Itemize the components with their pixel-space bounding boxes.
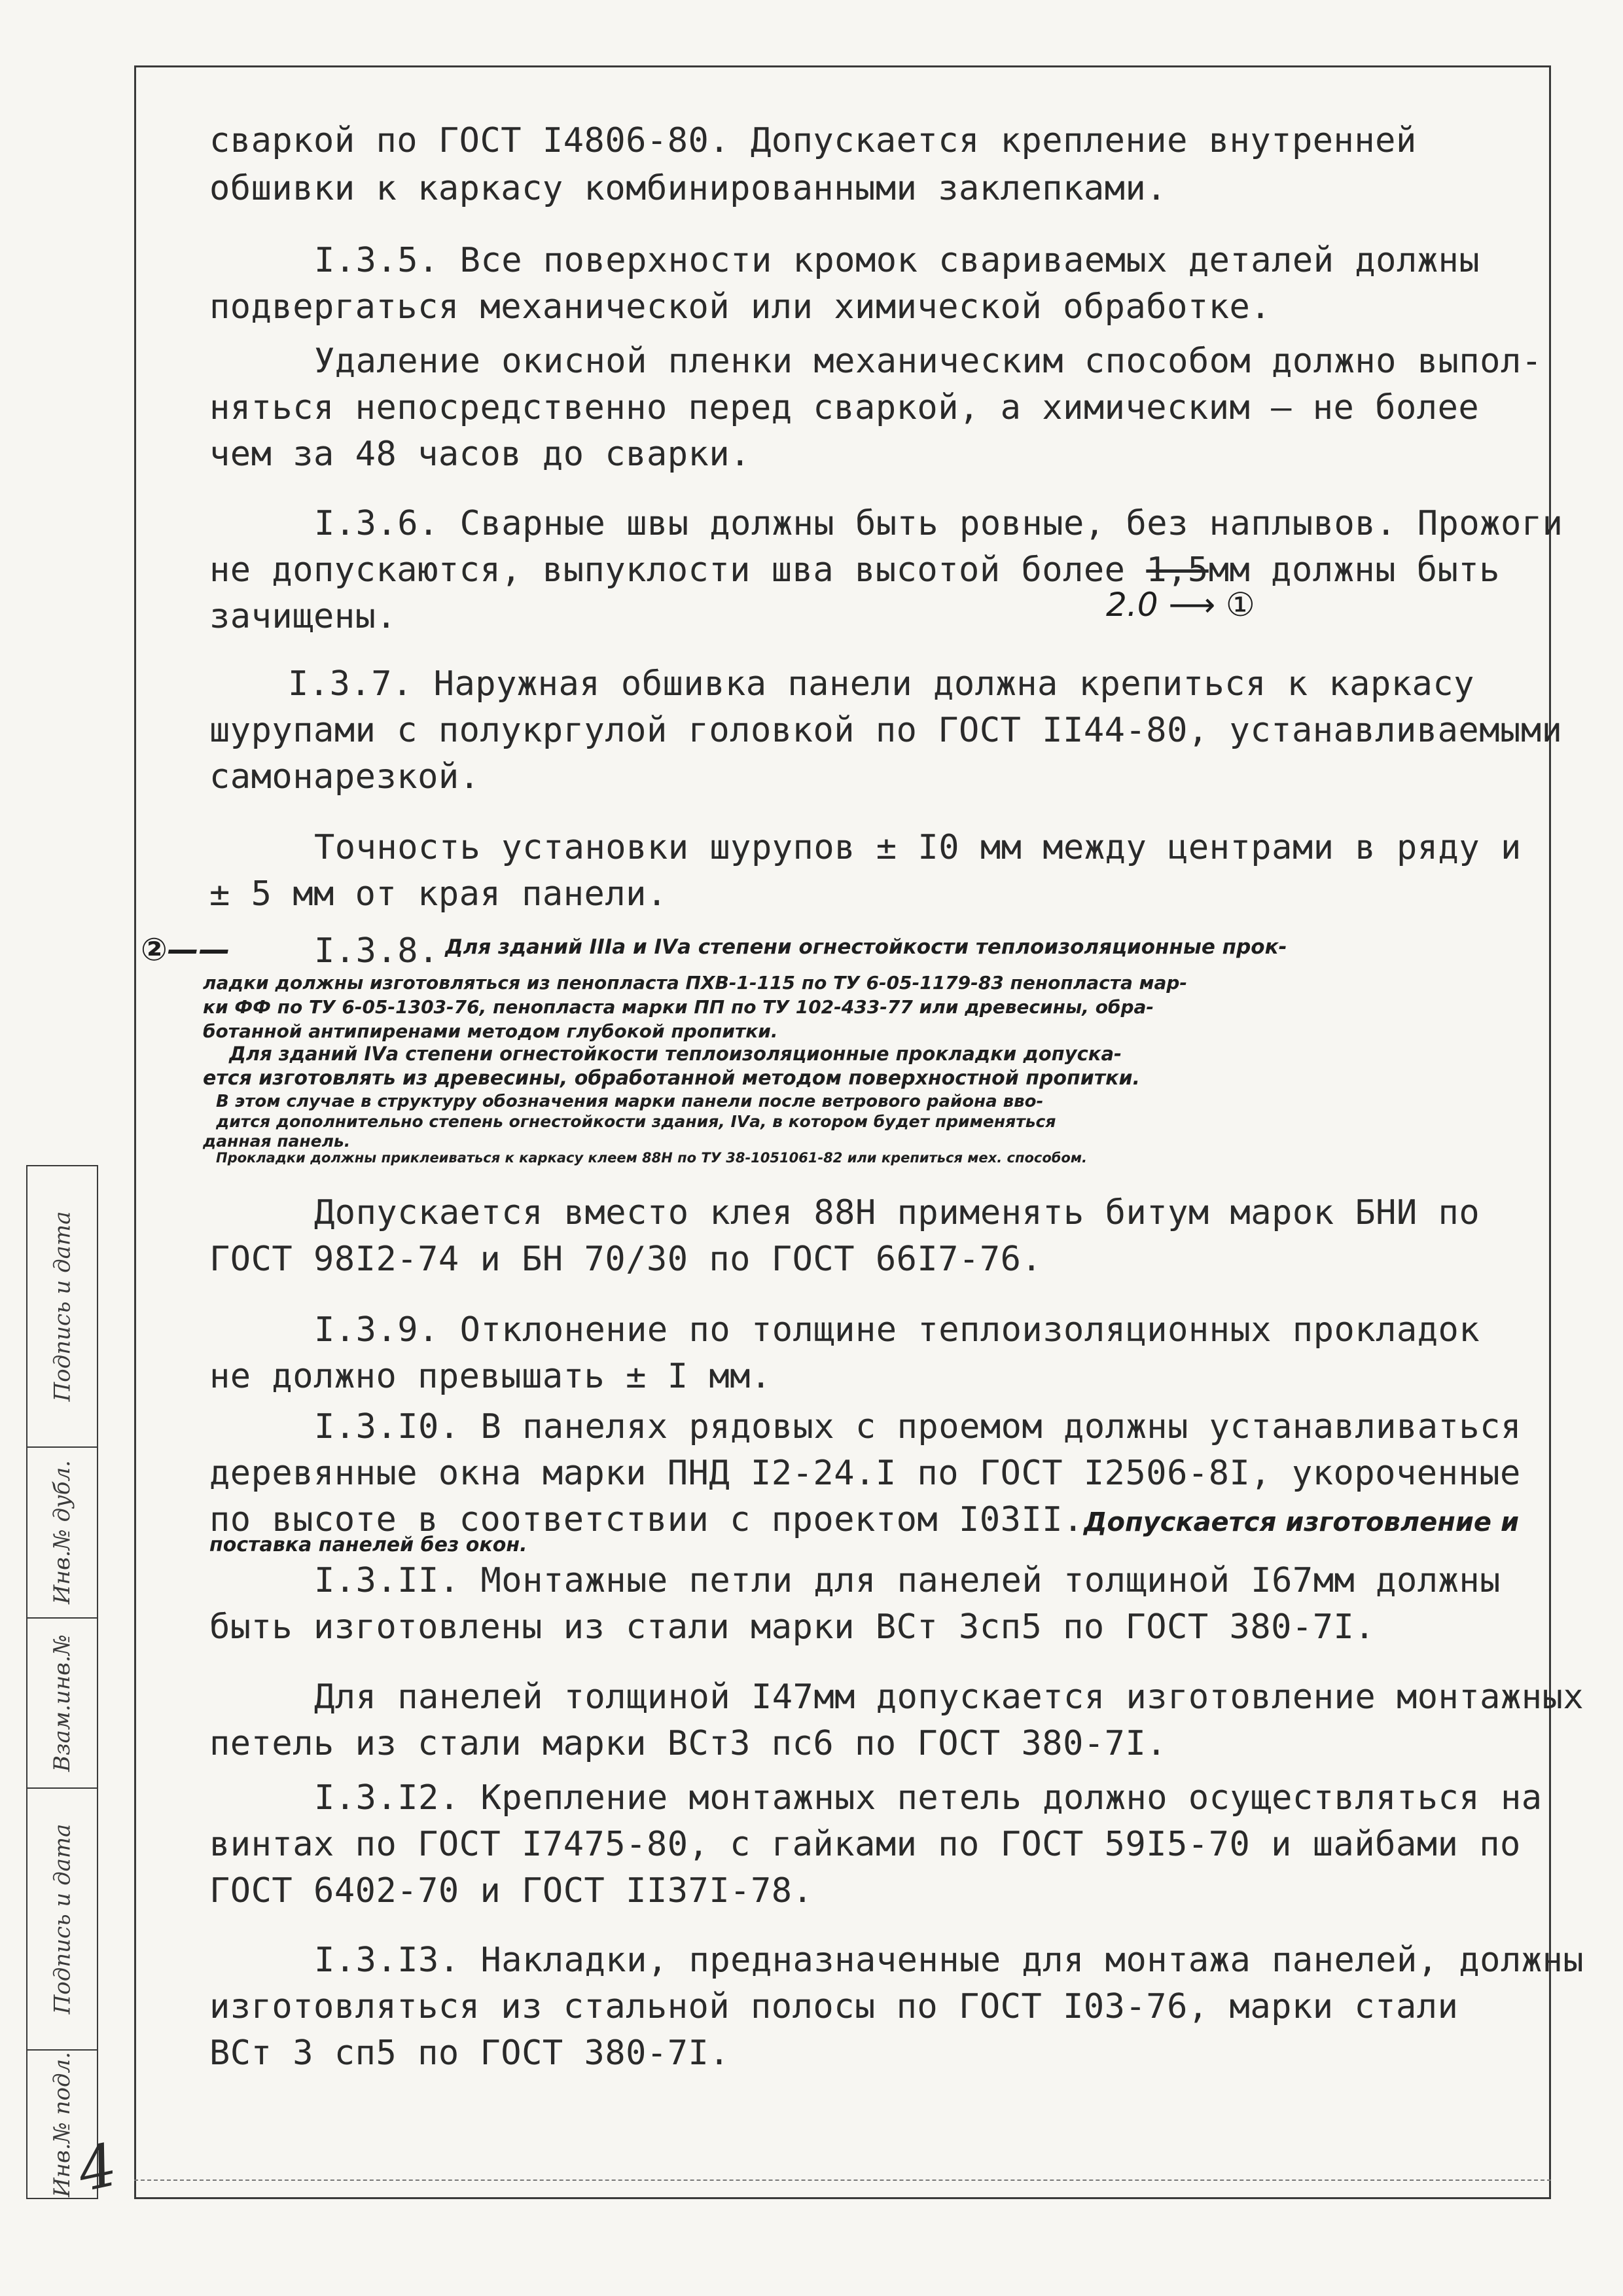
handwritten-line: ки ФФ по ТУ 6-05-1303-76, пенопласта марки ПП по ТУ 102-433-77 или древесины, обра- bbox=[203, 996, 1154, 1018]
clause-1-3-9: I.3.9. Отклонение по толщине теплоизоляционных прокладок bbox=[314, 1310, 1480, 1350]
stamp-cell-duplicate-inventory: Инв.№ дубл. bbox=[27, 1448, 97, 1619]
text-line: петель из стали марки ВСт3 пс6 по ГОСТ 380-7I. bbox=[209, 1724, 1168, 1763]
clause-1-3-13: I.3.I3. Накладки, предназначенные для монтажа панелей, должны bbox=[314, 1941, 1584, 1980]
text-line: обшивки к каркасу комбинированными заклепками. bbox=[209, 169, 1168, 208]
side-stamp bbox=[26, 1165, 98, 2199]
handwritten-line: ладки должны изготовляться из пенопласта ПХВ-1-115 по ТУ 6-05-1179-83 пенопласта мар- bbox=[203, 972, 1188, 994]
text-line: Допускается вместо клея 88Н применять битум марок БНИ по bbox=[314, 1193, 1480, 1232]
text-line: по высоте в соответствии с проектом I03II.Допускается изготовление и bbox=[209, 1500, 1519, 1539]
clause-1-3-12: I.3.I2. Крепление монтажных петель должно осуществляться на bbox=[314, 1778, 1543, 1818]
stamp-cell-signature-date: Подпись и дата bbox=[27, 1166, 97, 1448]
text-line: чем за 48 часов до сварки. bbox=[209, 435, 751, 474]
handwritten-line: Для зданий IIIа и IVа степени огнестойкости теплоизоляционные прок- bbox=[445, 935, 1287, 959]
text-line: не допускаются, выпуклости шва высотой более 1,5мм должны быть bbox=[209, 550, 1501, 590]
text-line: самонарезкой. bbox=[209, 757, 480, 797]
text-line: ВСт 3 сп5 по ГОСТ 380-7I. bbox=[209, 2034, 730, 2073]
text-line: зачищены. bbox=[209, 597, 397, 636]
text-line: не должно превышать ± I мм. bbox=[209, 1357, 772, 1396]
handwritten-line: Для зданий IVа степени огнестойкости теплоизоляционные прокладки допуска- bbox=[229, 1043, 1122, 1065]
handwritten-correction: 2.0 ⟶ ① bbox=[1106, 586, 1255, 624]
page-number: 4 bbox=[71, 2130, 123, 2206]
text-line: сваркой по ГОСТ I4806-80. Допускается крепление внутренней bbox=[209, 121, 1417, 160]
text-line: Удаление окисной пленки механическим способом должно выпол- bbox=[314, 342, 1543, 381]
stamp-cell-replaced-inventory: Взам.инв.№ bbox=[27, 1619, 97, 1789]
clause-1-3-5: I.3.5. Все поверхности кромок свариваемых деталей должны bbox=[314, 241, 1480, 280]
text-line: ГОСТ 98I2-74 и БН 70/30 по ГОСТ 66I7-76. bbox=[209, 1240, 1043, 1279]
handwritten-line: поставка панелей без окон. bbox=[209, 1534, 527, 1556]
handwritten-line: Прокладки должны приклеиваться к каркасу клеем 88Н по ТУ 38-1051061-82 или крепиться мех. способом. bbox=[216, 1150, 1087, 1166]
clause-1-3-7: I.3.7. Наружная обшивка панели должна крепиться к каркасу bbox=[288, 664, 1474, 704]
handwritten-line: ется изготовлять из древесины, обработанной методом поверхностной пропитки. bbox=[203, 1067, 1140, 1090]
text-line: изготовляться из стальной полосы по ГОСТ I03-76, марки стали bbox=[209, 1987, 1459, 2026]
handwritten-insert: Допускается изготовление и bbox=[1083, 1507, 1519, 1537]
text-line: винтах по ГОСТ I7475-80, с гайками по ГОСТ 59I5-70 и шайбами по bbox=[209, 1825, 1521, 1864]
clause-1-3-11: I.3.II. Монтажные петли для панелей толщиной I67мм должны bbox=[314, 1561, 1501, 1600]
text-line: деревянные окна марки ПНД I2-24.I по ГОСТ I2506-8I, укороченные bbox=[209, 1454, 1521, 1493]
handwritten-marker: ②—— bbox=[141, 931, 230, 968]
clause-1-3-10: I.3.I0. В панелях рядовых с проемом должны устанавливаться bbox=[314, 1407, 1522, 1446]
handwritten-line: дится дополнительно степень огнестойкости здания, IVа, в котором будет применяться bbox=[216, 1112, 1056, 1131]
handwritten-line: В этом случае в структуру обозначения марки панели после ветрового района вво- bbox=[216, 1092, 1044, 1111]
stamp-cell-signature-date-2: Подпись и дата bbox=[27, 1789, 97, 2051]
clause-1-3-6: I.3.6. Сварные швы должны быть ровные, без наплывов. Прожоги bbox=[314, 504, 1563, 543]
bottom-rule bbox=[134, 2179, 1551, 2181]
struck-value: 1,5 bbox=[1146, 550, 1209, 590]
text-line: Для панелей толщиной I47мм допускается изготовление монтажных bbox=[314, 1677, 1584, 1717]
stamp-cell-original-inventory: Инв.№ подл. bbox=[49, 2051, 75, 2197]
text-line: быть изготовлены из стали марки ВСт 3сп5 по ГОСТ 380-7I. bbox=[209, 1607, 1376, 1647]
handwritten-line: ботанной антипиренами методом глубокой пропитки. bbox=[203, 1020, 778, 1042]
clause-1-3-8: I.3.8. bbox=[314, 931, 439, 971]
text-line: подвергаться механической или химической обработке. bbox=[209, 287, 1272, 327]
text-line: ГОСТ 6402-70 и ГОСТ II37I-78. bbox=[209, 1871, 813, 1910]
text-line: няться непосредственно перед сваркой, а химическим – не более bbox=[209, 388, 1480, 427]
text-line: шурупами с полукргулой головкой по ГОСТ II44-80, устанавливаемыми bbox=[209, 711, 1563, 750]
handwritten-line: данная панель. bbox=[203, 1132, 351, 1151]
text-line: Точность установки шурупов ± I0 мм между центрами в ряду и bbox=[314, 828, 1522, 867]
text-line: ± 5 мм от края панели. bbox=[209, 874, 668, 914]
